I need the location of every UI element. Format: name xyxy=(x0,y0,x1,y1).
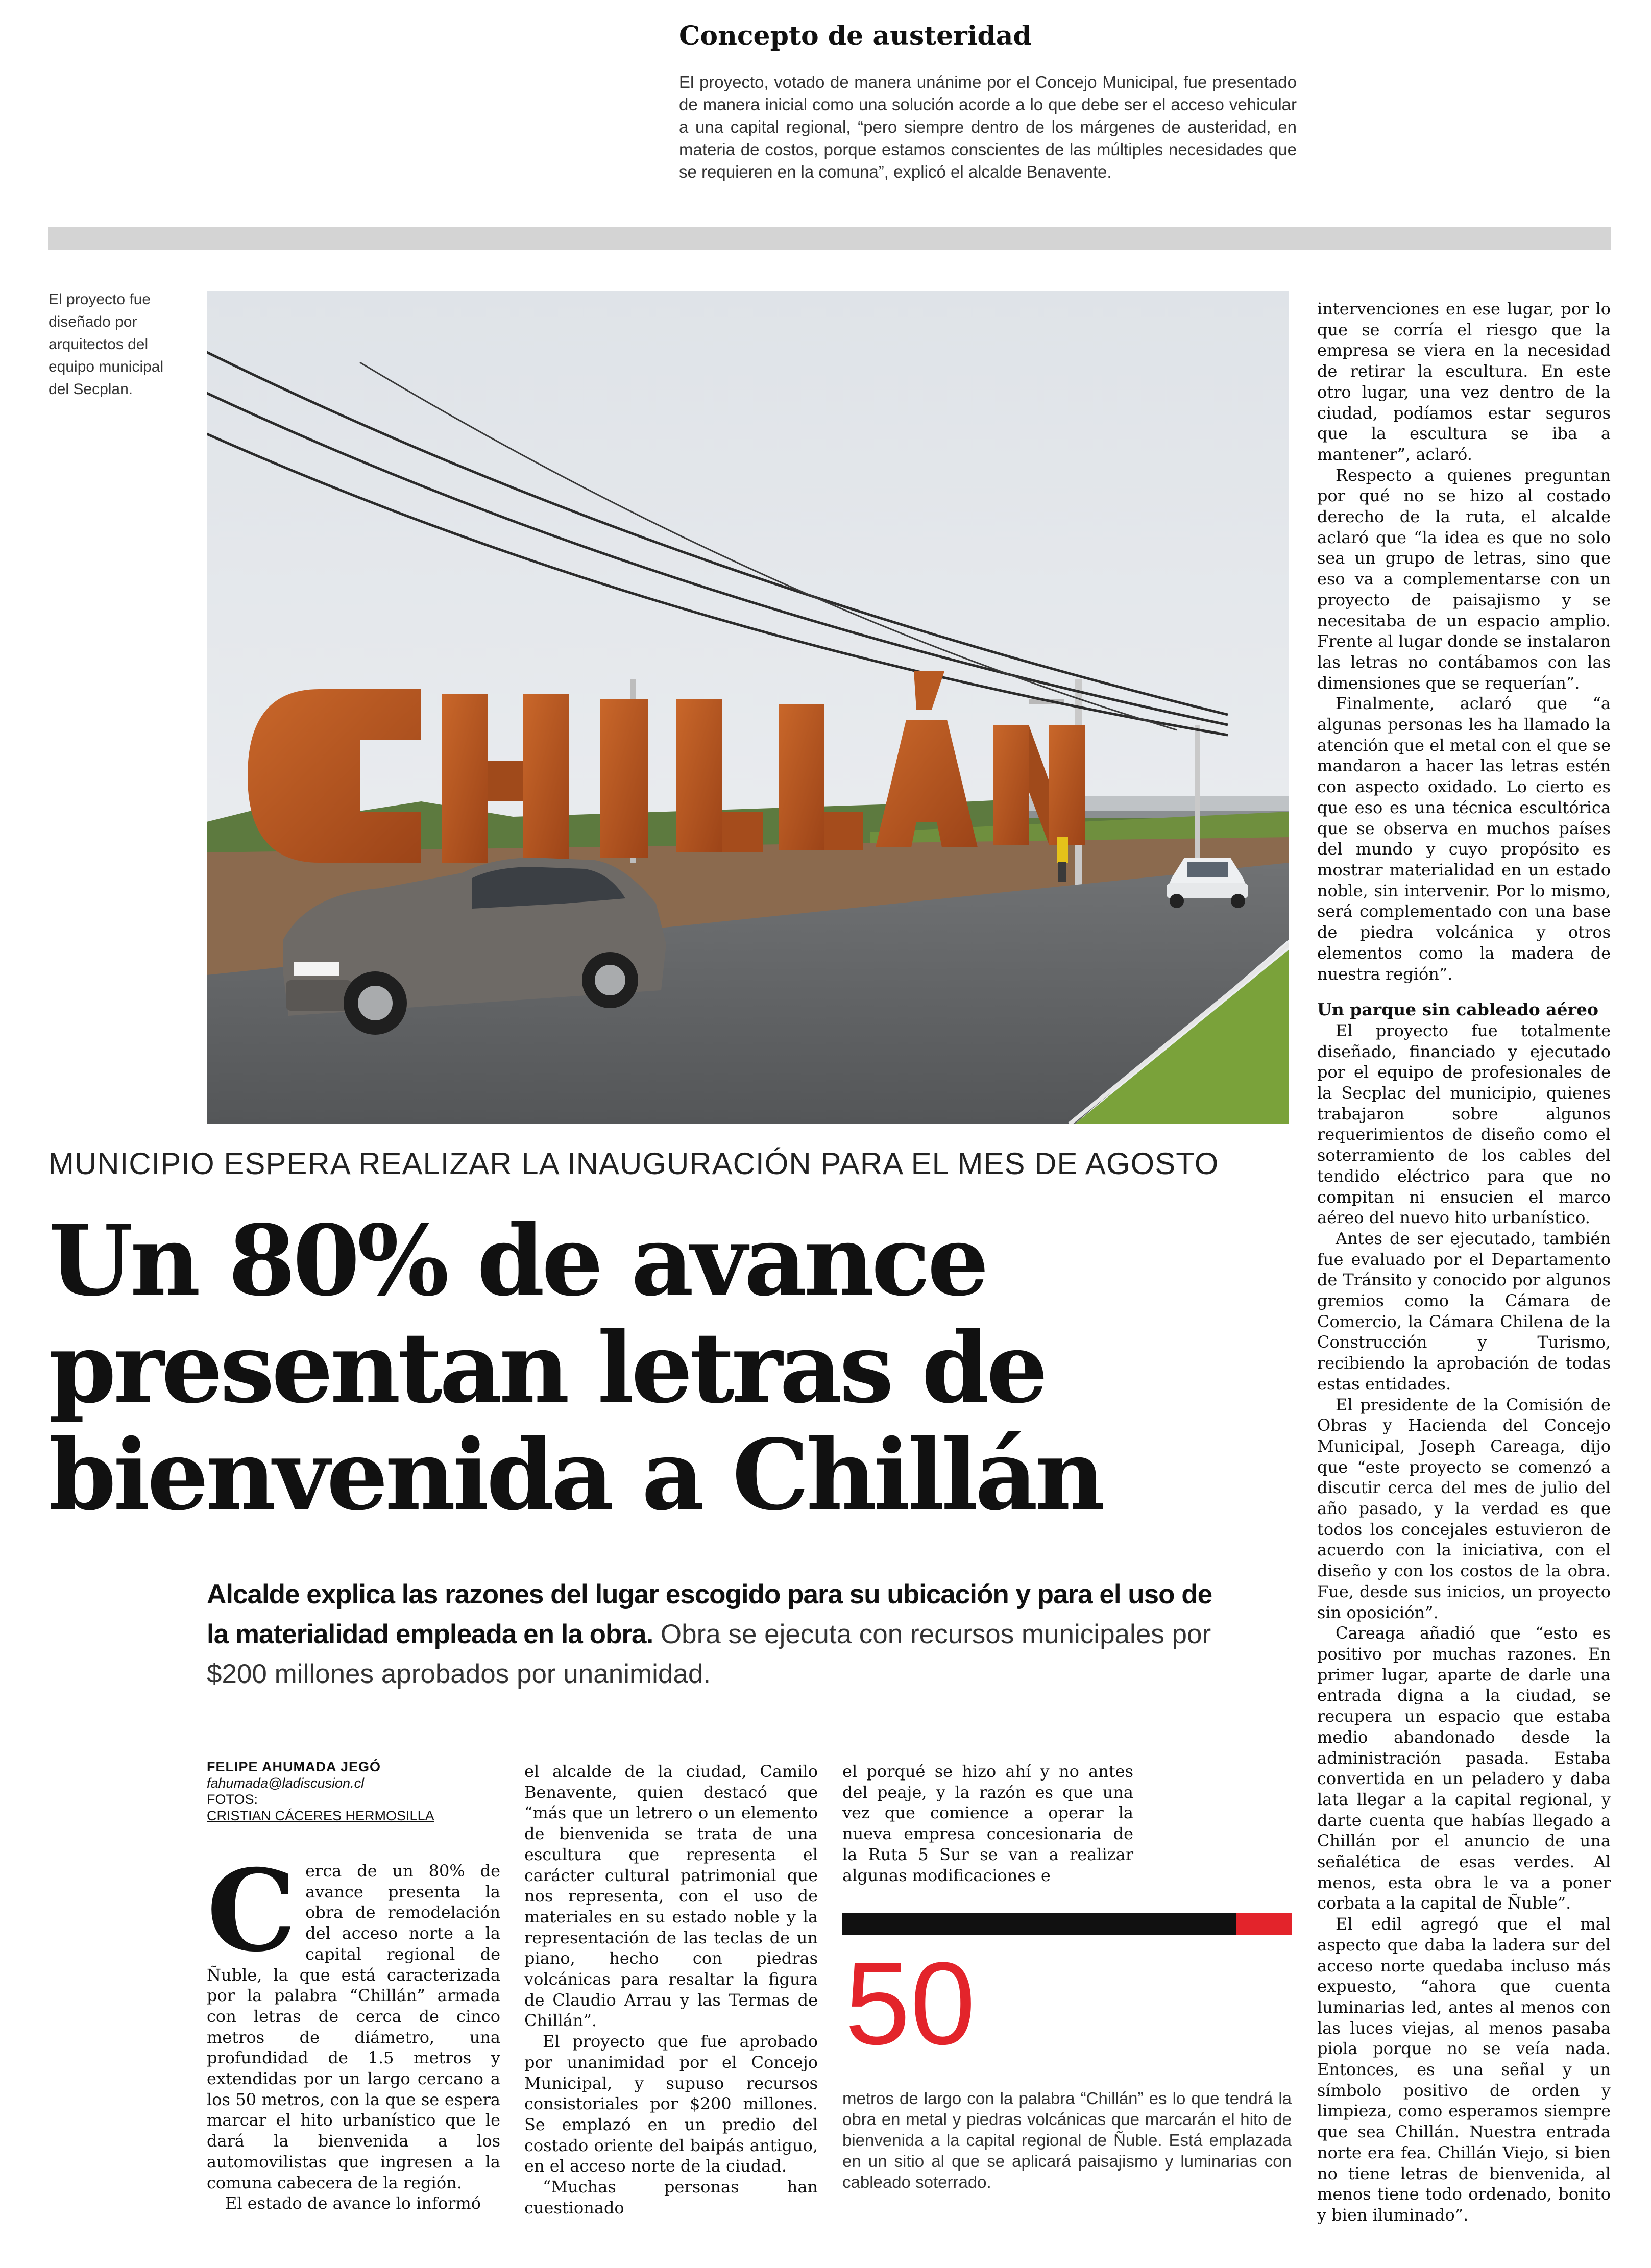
austerity-box xyxy=(679,20,1297,183)
byline-author: FELIPE AHUMADA JEGÓ xyxy=(207,1759,381,1774)
headline-line-1: Un 80% de avance xyxy=(48,1204,986,1318)
deck-bold: Alcalde explica las razones del lugar escogido para su ubicación y para el uso de la materialidad empleada en la obra. xyxy=(207,1579,1212,1649)
headline-line-2: presentan letras de xyxy=(48,1311,1045,1425)
byline-photographer: CRISTIAN CÁCERES HERMOSILLA xyxy=(207,1808,434,1823)
byline xyxy=(207,1759,493,1824)
stat-bar-red xyxy=(1236,1913,1292,1935)
paragraph: El estado de avance lo informó xyxy=(225,2193,481,2213)
paragraph: Antes de ser ejecutado, también fue evaluado por el Departamento de Tránsito y conocido por algunos gremios como la Cámara de Comercio, la Cámara Chilena de la Construcción y Turismo, recibiendo la aprobación de todas estas entidades. xyxy=(1317,1228,1611,1394)
photo-illustration xyxy=(207,291,1289,1124)
paragraph: Respecto a quienes preguntan por qué no se hizo al costado derecho de la ruta, el alcalde aclaró que “la idea es que no solo sea un grupo de letras, sino que eso va a complementarse con un proyecto de paisajismo y se necesitaba de un espacio amplio. Frente al lugar donde se instalaron las letras no contábamos con las dimensiones que se requerían”. xyxy=(1317,465,1611,693)
paragraph: erca de un 80% de avance presenta la obra de remodelación del acceso norte a la capital regional de Ñuble, la que está caracterizada por la palabra “Chillán” armada con letras de cerca de cinco metros de diámetro, una profundidad de 1.5 metros y extendidas por un largo cercano a los 50 metros, con la que se espera marcar el hito urbanístico que le dará la bienvenida a los automovilistas que ingresen a la comuna cabecera de la región. xyxy=(207,1861,500,2192)
deck-rest: Obra se ejecuta con recursos municipales por $200 millones aprobados por unanimidad. xyxy=(207,1619,1211,1689)
worker xyxy=(1057,837,1068,863)
headline-line-3: bienvenida a Chillán xyxy=(48,1418,1103,1532)
subhead: Un parque sin cableado aéreo xyxy=(1317,999,1599,1020)
stat-bar-black xyxy=(842,1913,1236,1935)
austerity-text: El proyecto, votado de manera unánime por el Concejo Municipal, fue presentado de manera inicial como una solución acorde a lo que debe ser el acceso vehicular a una capital regional, “pero siempre dentro de los márgenes de austeridad, en materia de costos, porque estamos conscientes de las múltiples necesidades que se requieren en la comuna”, explicó el alcalde Benavente. xyxy=(679,72,1297,181)
photo-caption: El proyecto fue diseñado por arquitectos del equipo municipal del Secplan. xyxy=(48,291,164,398)
paragraph: Careaga añadió que “esto es positivo por muchas razones. En primer lugar, aparte de darle una entrada digna a la ciudad, se recupera un espacio que estaba medio abandonado desde la administración pasada. Estaba convertida en un peladero y daba lata llegar a la capital regional, y darte cuenta que habías llegado a Chillán por el anuncio de una señalética de esas verdes. Al menos, esta obra le va a poner corbata a la capital de Ñuble”. xyxy=(1317,1623,1611,1913)
drop-cap: C xyxy=(207,1844,297,1977)
letter-i xyxy=(600,699,648,858)
byline-photos-label: FOTOS: xyxy=(207,1792,258,1807)
paragraph: el alcalde de la ciudad, Camilo Benavente, quien destacó que “más que un letrero o un elemento de bienvenida se trata de una escultura que representa el carácter cultural patrimonial que nos representa, con el uso de materiales en su estado noble y la representación de las teclas de un piano, hecho con piedras volcánicas para resaltar la figura de Claudio Arrau y las Termas de Chillán”. xyxy=(524,1762,818,2031)
paragraph: El proyecto fue totalmente diseñado, financiado y ejecutado por el equipo de profesionales de la Secplac del municipio, quienes trabajaron sobre algunos requerimientos de diseño como el soterramiento de los cables del tendido eléctrico para que no compitan ni ensucien el marco aéreo del nuevo hito urbanístico. xyxy=(1317,1020,1611,1228)
paragraph: “Muchas personas han cuestionado xyxy=(524,2177,818,2217)
utility-pole xyxy=(1195,725,1200,878)
deck xyxy=(207,1575,1228,1694)
byline-email[interactable]: fahumada@ladiscusion.cl xyxy=(207,1775,365,1791)
austerity-title: Concepto de austeridad xyxy=(679,20,1032,52)
paragraph: El presidente de la Comisión de Obras y Hacienda del Concejo Municipal, Joseph Careaga, dijo que “este proyecto se comenzó a discutir cerca del mes de julio del año pasado, y la verdad es que todos los concejales estuvieron de acuerdo con la iniciativa, con el diseño y con los costos de la obra. Fue, desde sus inicios, un proyecto sin oposición”. xyxy=(1317,1395,1611,1622)
paragraph: el porqué se hizo ahí y no antes del peaje, y la razón es que una vez que comience a operar la nueva empresa concesionaria de la Ruta 5 Sur se van a realizar algunas modificaciones e xyxy=(842,1762,1133,1885)
paragraph: El edil agregó que el mal aspecto que daba la ladera sur del acceso norte quedaba incluso más expuesto, “ahora que cuenta luminarias led, antes al menos con las luces viejas, al menos pasaba piola porque no se veía nada. Entonces, es una señal y un símbolo positivo de orden y limpieza, como esperamos siempre que sea Chillán. Nuestra entrada norte era fea. Chillán Viejo, si bien no tiene letras de bienvenida, al menos tiene todo ordenado, bonito y bien iluminado”. xyxy=(1317,1914,1611,2225)
body-column-4 xyxy=(1317,299,1611,2226)
body-column-2 xyxy=(524,1761,818,2218)
paragraph: Finalmente, aclaró que “a algunas personas les ha llamado la atención que el metal con el que se mandaron a hacer las letras estén con aspecto oxidado. Lo cierto es que eso es una técnica escultórica que se observa en muchos países del mundo y cuyo propósito es mostrar materialidad en un estado noble, sin intervenir. Por lo mismo, será complementado con una base de piedra volcánica y otros elementos como la madera de nuestra región”. xyxy=(1317,694,1611,984)
kicker: MUNICIPIO ESPERA REALIZAR LA INAUGURACIÓN PARA EL MES DE AGOSTO xyxy=(48,1147,1219,1181)
stat-number: 50 xyxy=(845,1938,976,2069)
body-column-1 xyxy=(207,1844,500,2214)
top-divider-bar xyxy=(48,227,1611,250)
paragraph: intervenciones en ese lugar, por lo que se corría el riesgo que la empresa se viera en la necesidad de retirar la escultura. En este otro lugar, una vez dentro de la ciudad, podíamos estar seguros que la escultura se iba a mantener”, aclaró. xyxy=(1317,299,1611,464)
paragraph: El proyecto que fue aprobado por unanimidad por el Concejo Municipal, y supuso recursos consistoriales por $200 millones. Se emplazó en un predio del costado oriente del baipás antiguo, en el acceso norte de la ciudad. xyxy=(524,2032,818,2176)
headline xyxy=(48,1204,1284,1532)
body-column-3 xyxy=(842,1761,1133,1886)
stat-text: metros de largo con la palabra “Chillán” es lo que tendrá la obra en metal y piedras volcánicas que marcarán el hito de bienvenida a la capital regional de Ñuble. Está emplazada en un sitio al que se aplicará paisajismo y luminarias con cableado soterrado. xyxy=(842,2089,1292,2191)
chillan-letters-photo xyxy=(207,291,1289,1124)
